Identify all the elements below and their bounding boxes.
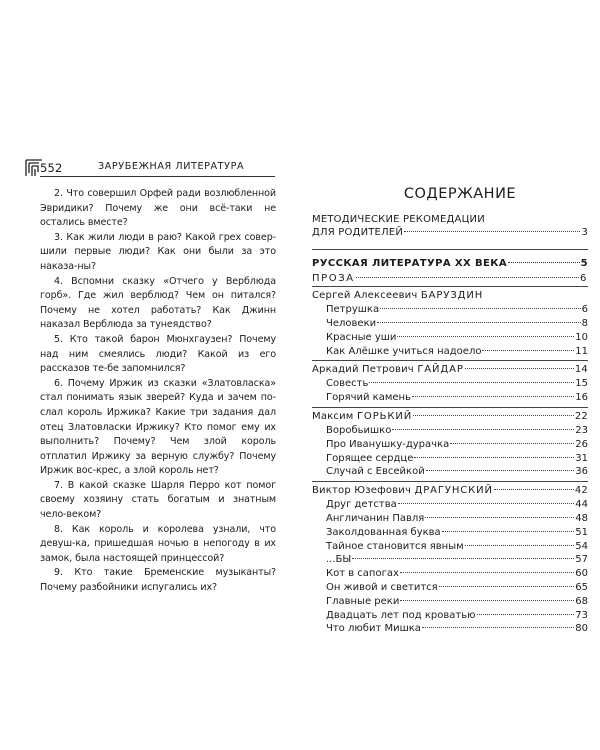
question-line: 7. В какой сказке Шарля Перро кот помог xyxy=(54,479,276,491)
dot-leader xyxy=(369,382,574,383)
toc-page-number: 80 xyxy=(575,623,588,635)
dot-leader xyxy=(494,489,574,490)
work-title: Как Алёшке учиться надоело xyxy=(326,345,482,357)
toc-work-entry[interactable] xyxy=(326,303,588,317)
dot-leader xyxy=(380,308,581,309)
question-line: Эвридики? Почему же они всё-таки не остались xyxy=(40,202,276,229)
toc-page-number: 23 xyxy=(575,424,588,436)
work-title: Горящее сердце xyxy=(326,452,414,464)
work-title: Воробьишко xyxy=(326,424,392,436)
dot-leader xyxy=(400,572,574,573)
question-line: 5. Кто такой барон Мюнхгаузен? Почему над xyxy=(40,333,276,360)
toc-page-number: 48 xyxy=(575,512,588,524)
toc-work-entry[interactable] xyxy=(326,581,588,595)
dot-leader xyxy=(412,396,574,397)
work-title: ...БЫ xyxy=(326,554,352,566)
question-line: веком? xyxy=(66,509,102,521)
toc-work-entry[interactable] xyxy=(326,345,588,359)
toc-work-entry[interactable] xyxy=(326,465,588,479)
toc-work-entry[interactable] xyxy=(326,317,588,331)
author-name xyxy=(312,289,483,303)
toc-work-entry[interactable] xyxy=(326,526,588,540)
author-name xyxy=(312,363,464,377)
dot-leader xyxy=(465,545,575,546)
subsection-title: ПРОЗА xyxy=(312,273,355,285)
toc-author[interactable] xyxy=(312,408,588,424)
work-title: Друг детства xyxy=(326,499,397,511)
question-line: стал понимать язык зверей? Куда и зачем по- xyxy=(40,392,276,404)
toc-page-number: 68 xyxy=(575,595,588,607)
question-line: выполнить? Почему? Чем злой король отплатил xyxy=(40,436,276,462)
toc-page-number: 15 xyxy=(575,378,588,390)
question-paragraph xyxy=(40,231,276,275)
author-surname: ГОРЬКИЙ xyxy=(356,410,413,422)
question-line: 3. Как жили люди в раю? Какой грех совер- xyxy=(54,231,276,243)
toc-page-number: 31 xyxy=(575,452,588,464)
work-title: Главные реки xyxy=(326,595,400,607)
work-title: Заколдованная буква xyxy=(326,526,441,538)
toc-work-entry[interactable] xyxy=(326,391,588,405)
question-paragraph xyxy=(40,566,276,595)
toc-page-number: 60 xyxy=(575,568,588,580)
question-line: разбойники испугались их? xyxy=(79,582,217,594)
toc-work-entry[interactable] xyxy=(326,438,588,452)
question-line: шили первые люди? Как они были за это наказа- xyxy=(40,246,276,272)
header-rule xyxy=(40,176,275,177)
question-line: 8. Как король и королева узнали, что девуш- xyxy=(40,523,276,550)
toc-author[interactable] xyxy=(312,287,588,303)
question-paragraph xyxy=(40,333,276,377)
dot-leader xyxy=(477,614,575,615)
dot-leader xyxy=(439,586,575,587)
toc-entry-title-line2: ДЛЯ РОДИТЕЛЕЙ xyxy=(312,226,403,238)
toc-page-number: 26 xyxy=(575,438,588,450)
dot-leader xyxy=(426,470,575,471)
dot-leader xyxy=(400,600,574,601)
author-first-name: Максим xyxy=(312,410,354,422)
toc-page-number: 8 xyxy=(581,317,588,329)
toc-page-number: 5 xyxy=(580,258,588,270)
question-paragraph xyxy=(40,523,276,567)
work-title: Горячий камень xyxy=(326,392,411,404)
toc-work-entry[interactable] xyxy=(326,553,588,567)
toc-page-number: 42 xyxy=(574,485,588,497)
toc-page-number: 10 xyxy=(575,331,588,343)
author-first-name: Виктор Юзефович xyxy=(312,485,412,497)
question-line: ка, пришедшая ночью в непогоду в их замок, xyxy=(40,538,276,564)
question-line: была настоящей принцессой? xyxy=(75,552,225,564)
author-name xyxy=(312,484,493,498)
toc-title: СОДЕРЖАНИЕ xyxy=(403,186,517,202)
toc-page-number: 16 xyxy=(575,392,588,404)
toc-page-number: 11 xyxy=(575,345,588,357)
question-line: Иржику за верную службу? Почему Иржик вос- xyxy=(40,450,276,477)
toc-work-entry[interactable] xyxy=(326,452,588,466)
toc-page-number: 44 xyxy=(575,499,588,511)
toc-work-entry[interactable] xyxy=(326,567,588,581)
question-line: 4. Вспомни сказку «Отчего у Верблюда горб». xyxy=(40,275,276,302)
question-line: 6. Почему Иржик из сказки «Златовласка» xyxy=(54,377,276,389)
toc-page-number: 22 xyxy=(574,410,588,422)
question-line: своему хозяину стать богатым и знатным чело- xyxy=(40,494,276,521)
toc-page-number: 73 xyxy=(575,609,588,621)
author-name xyxy=(312,410,412,424)
toc-page-number: 6 xyxy=(580,273,588,285)
question-line: ны? xyxy=(77,260,96,272)
question-line: слал король Иржика? Какие три задания дал xyxy=(40,406,276,418)
dot-leader xyxy=(392,429,574,430)
question-line: отец Златовласки Иржику? Кто помог ему их xyxy=(40,421,276,433)
toc-page-number: 14 xyxy=(574,364,588,376)
toc-page-number: 51 xyxy=(575,526,588,538)
toc-subsection-prose[interactable] xyxy=(312,272,588,286)
question-line: хотел работать? Как Джинн наказал Верблюда xyxy=(40,304,276,331)
authors-list xyxy=(312,286,588,638)
work-title: Петрушка xyxy=(326,304,380,316)
question-paragraph xyxy=(40,187,276,231)
toc-page-number: 3 xyxy=(581,226,588,238)
author-surname: БАРУЗДИН xyxy=(420,290,484,302)
work-title: Что любит Мишка xyxy=(326,623,421,635)
question-line: бе запомнился? xyxy=(107,363,186,375)
dot-leader xyxy=(425,517,574,518)
toc-author[interactable] xyxy=(312,361,588,377)
dot-leader xyxy=(508,262,580,263)
toc-work-entry[interactable] xyxy=(326,377,588,391)
author-first-name: Аркадий Петрович xyxy=(312,364,414,376)
table-of-contents xyxy=(312,214,588,638)
toc-work-entry[interactable] xyxy=(326,512,588,526)
dot-leader xyxy=(398,503,575,504)
toc-work-entry[interactable] xyxy=(326,331,588,345)
toc-work-entry[interactable] xyxy=(326,424,588,438)
author-block xyxy=(312,361,588,407)
dot-leader xyxy=(450,443,574,444)
toc-work-entry[interactable] xyxy=(326,498,588,512)
dot-leader xyxy=(397,336,574,337)
work-title: Про Иванушку-дурачка xyxy=(326,438,450,450)
toc-section-russian-lit[interactable] xyxy=(312,256,588,272)
toc-entry-title-line1: МЕТОДИЧЕСКИЕ РЕКОМЕДАЦИИ xyxy=(312,214,485,225)
page-number: 552 xyxy=(40,161,63,175)
toc-page-number: 36 xyxy=(575,466,588,478)
question-line: вместе? xyxy=(87,217,128,229)
work-title: Двадцать лет под кроватью xyxy=(326,609,476,621)
author-block xyxy=(312,408,588,481)
dot-leader xyxy=(377,322,581,323)
toc-work-entry[interactable] xyxy=(326,609,588,623)
author-block xyxy=(312,482,588,638)
toc-page-number: 6 xyxy=(581,304,588,316)
question-line: за тунеядство? xyxy=(136,319,212,331)
work-title: Он живой и светится xyxy=(326,581,438,593)
question-paragraph xyxy=(40,275,276,333)
author-surname: ДРАГУНСКИЙ xyxy=(414,485,493,497)
toc-page-number: 65 xyxy=(575,581,588,593)
right-page xyxy=(300,0,600,750)
toc-author[interactable] xyxy=(312,482,588,498)
dot-leader xyxy=(465,368,574,369)
running-head: ЗАРУБЕЖНАЯ ЛИТЕРАТУРА xyxy=(98,161,245,172)
work-title: Англичанин Павля xyxy=(326,512,425,524)
question-line: 9. Кто такие Бременские музыканты? Почему xyxy=(40,567,276,594)
author-first-name: Сергей Алексеевич xyxy=(312,290,418,302)
toc-entry-methodical[interactable] xyxy=(312,214,588,239)
work-title: Случай с Евсейкой xyxy=(326,466,425,478)
work-title: Кот в сапогах xyxy=(326,568,399,580)
question-line: ним смеялись люди? Какой из его рассказов те- xyxy=(40,348,277,375)
question-line: 2. Что совершил Орфей ради возлюбленной xyxy=(54,188,276,199)
section-divider xyxy=(312,249,588,250)
work-title: Красные уши xyxy=(326,331,397,343)
work-title: Человеки xyxy=(326,317,377,329)
dot-leader xyxy=(352,558,574,559)
dot-leader xyxy=(414,457,574,458)
toc-work-entry[interactable] xyxy=(326,622,588,636)
toc-page-number: 54 xyxy=(575,540,588,552)
questions-list xyxy=(40,187,276,596)
dot-leader xyxy=(442,531,575,532)
author-surname: ГАЙДАР xyxy=(417,364,464,376)
toc-work-entry[interactable] xyxy=(326,595,588,609)
dot-leader xyxy=(422,627,574,628)
toc-page-number: 57 xyxy=(575,554,588,566)
work-title: Совесть xyxy=(326,378,369,390)
question-paragraph xyxy=(40,479,276,523)
work-title: Тайное становится явным xyxy=(326,540,464,552)
dot-leader xyxy=(482,350,574,351)
question-paragraph xyxy=(40,377,276,479)
dot-leader xyxy=(356,277,579,278)
dot-leader xyxy=(413,415,574,416)
dot-leader xyxy=(404,231,580,232)
question-line: Где жил верблюд? Чем он питался? Почему не xyxy=(40,290,276,316)
question-line: крес, а злой король нет? xyxy=(95,465,219,477)
toc-work-entry[interactable] xyxy=(326,540,588,554)
section-title: РУССКАЯ ЛИТЕРАТУРА XX ВЕКА xyxy=(312,258,507,270)
author-block xyxy=(312,287,588,360)
